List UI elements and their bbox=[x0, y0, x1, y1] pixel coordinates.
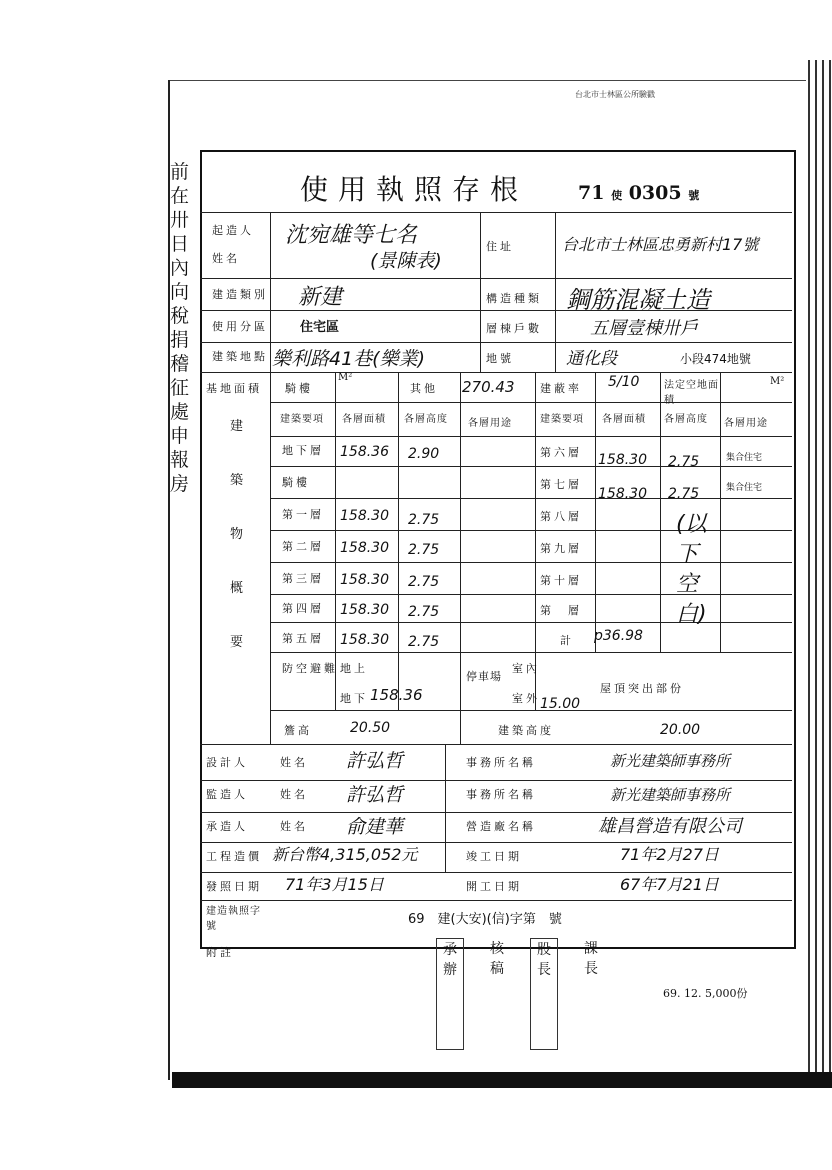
contractor-name: 俞建華 bbox=[346, 816, 404, 838]
floor-2-area: 158.30 bbox=[340, 540, 389, 556]
unit-m2: M² bbox=[770, 376, 785, 387]
label-supervisor: 監造人 bbox=[206, 788, 248, 801]
label-basement: 地下層 bbox=[282, 444, 324, 457]
outdoor-parking: 15.00 bbox=[540, 696, 581, 712]
site-road: 樂利路41巷(樂業) bbox=[272, 348, 426, 370]
label-floor-1: 第一層 bbox=[282, 508, 324, 521]
building-height: 20.00 bbox=[660, 722, 701, 738]
floor-1-area: 158.30 bbox=[340, 508, 389, 524]
head-use: 各層用途 bbox=[468, 418, 512, 429]
rule bbox=[270, 212, 271, 744]
label-below: 地下 bbox=[340, 692, 368, 705]
floor-7-area: 158.30 bbox=[598, 486, 647, 502]
floor-3-area: 158.30 bbox=[340, 572, 389, 588]
side-note: 前在卅日內向稅捐稽征處申報房 bbox=[170, 161, 190, 495]
rule bbox=[480, 212, 481, 372]
label-name: 姓名 bbox=[280, 820, 308, 833]
rule bbox=[460, 372, 461, 744]
head-use-right: 各層用途 bbox=[724, 418, 768, 429]
label-land: 地號 bbox=[486, 352, 514, 365]
label-remark: 附註 bbox=[206, 946, 234, 959]
label-zone: 使用分區 bbox=[212, 320, 268, 333]
label-cost: 工程造價 bbox=[206, 850, 262, 863]
label-started: 開工日期 bbox=[466, 880, 522, 893]
supervisor-name: 許弘哲 bbox=[346, 784, 404, 806]
rule bbox=[200, 372, 792, 373]
rule bbox=[270, 652, 792, 653]
label-building-overview: 建築物概要 bbox=[230, 419, 244, 650]
basement-height: 2.90 bbox=[408, 446, 440, 462]
label-floors-units: 層棟戶數 bbox=[486, 322, 542, 335]
form-number bbox=[578, 182, 699, 204]
rule bbox=[270, 530, 792, 531]
label-floor-6: 第六層 bbox=[540, 446, 582, 459]
designer-firm: 新光建築師事務所 bbox=[610, 752, 731, 770]
stamp-label: 承辦 bbox=[443, 942, 457, 978]
label-floor-4: 第四層 bbox=[282, 602, 324, 615]
label-company: 營造廠名稱 bbox=[466, 820, 536, 833]
basement-area: 158.36 bbox=[340, 444, 389, 460]
zone-value: 住宅區 bbox=[300, 320, 340, 335]
label-penthouse: 騎樓 bbox=[282, 476, 310, 489]
label-completed: 竣工日期 bbox=[466, 850, 522, 863]
form-title: 使用執照存根 bbox=[300, 173, 529, 206]
form-suffix: 號 bbox=[688, 189, 700, 202]
rule bbox=[270, 594, 792, 595]
label-floor-5: 第五層 bbox=[282, 632, 324, 645]
building-type: 新建 bbox=[298, 285, 343, 310]
label-builder: 起造人 bbox=[212, 224, 254, 237]
rule bbox=[555, 212, 556, 372]
label-name: 姓名 bbox=[280, 788, 308, 801]
label-floor-x: 第 層 bbox=[540, 604, 582, 617]
other-area: 270.43 bbox=[462, 378, 515, 396]
label-designer: 設計人 bbox=[206, 756, 248, 769]
floors-units: 五層壹棟卅戶 bbox=[590, 318, 698, 339]
structure-type: 鋼筋混凝土造 bbox=[566, 286, 710, 314]
label-outdoor: 室外 bbox=[512, 692, 540, 705]
project-cost: 新台幣4,315,052元 bbox=[272, 845, 418, 864]
eaves-height: 20.50 bbox=[350, 720, 391, 736]
stamp-label: 核稿 bbox=[490, 941, 504, 977]
rule bbox=[720, 372, 721, 652]
land-subsection: 小段474地號 bbox=[680, 352, 751, 366]
rule bbox=[270, 710, 792, 711]
stamp-label: 股長 bbox=[537, 942, 551, 978]
label-name: 姓名 bbox=[280, 756, 308, 769]
floor-7-use: 集合住宅 bbox=[726, 483, 763, 493]
label-floor-7: 第七層 bbox=[540, 478, 582, 491]
builder-seal: (景陳表) bbox=[370, 250, 442, 272]
supervisor-firm: 新光建築師事務所 bbox=[610, 786, 731, 804]
floor-6-area: 158.30 bbox=[598, 452, 647, 468]
head-item: 建築要項 bbox=[280, 414, 324, 425]
label-firm: 事務所名稱 bbox=[466, 788, 536, 801]
contractor-company: 雄昌營造有限公司 bbox=[598, 816, 742, 837]
floor-3-height: 2.75 bbox=[408, 574, 440, 590]
label-floor-10: 第十層 bbox=[540, 574, 582, 587]
label-total: 計 bbox=[560, 634, 574, 647]
floor-1-height: 2.75 bbox=[408, 512, 440, 528]
floor-4-height: 2.75 bbox=[408, 604, 440, 620]
label-above: 地上 bbox=[340, 662, 368, 675]
head-item-right: 建築要項 bbox=[540, 414, 584, 425]
label-floor-8: 第八層 bbox=[540, 510, 582, 523]
floor-6-height: 2.75 bbox=[668, 454, 700, 470]
rule bbox=[200, 212, 792, 213]
rule bbox=[200, 780, 792, 781]
rule bbox=[445, 744, 446, 872]
rule bbox=[270, 466, 792, 467]
head-height-right: 各層高度 bbox=[664, 414, 708, 425]
unit-m2: M² bbox=[338, 372, 353, 383]
floor-5-area: 158.30 bbox=[340, 632, 389, 648]
binding-edge bbox=[806, 60, 832, 1080]
top-right-stamp: 台北市士林區公所驗戳 bbox=[575, 90, 655, 99]
head-area-right: 各層面積 bbox=[602, 414, 646, 425]
completion-date: 71年2月27日 bbox=[620, 845, 719, 864]
land-section: 通化段 bbox=[566, 349, 617, 369]
rule bbox=[660, 372, 661, 652]
rule bbox=[200, 342, 792, 343]
bottom-edge bbox=[172, 1072, 832, 1088]
label-site-area: 基地面積 bbox=[206, 382, 262, 395]
label-issued: 發照日期 bbox=[206, 880, 262, 893]
label-address: 住址 bbox=[486, 240, 514, 253]
rule bbox=[200, 278, 792, 279]
stamp-label: 課長 bbox=[584, 941, 598, 977]
label-shelter: 防空避難 bbox=[282, 662, 338, 675]
floor-2-height: 2.75 bbox=[408, 542, 440, 558]
builder-name: 沈宛雄等七名 bbox=[285, 223, 418, 248]
approval-stamp-3 bbox=[530, 938, 558, 1050]
label-contractor: 承造人 bbox=[206, 820, 248, 833]
floor-7-height: 2.75 bbox=[668, 486, 700, 502]
total-area: p36.98 bbox=[594, 628, 643, 644]
label-floor-9: 第九層 bbox=[540, 542, 582, 555]
floor-6-use: 集合住宅 bbox=[726, 453, 763, 463]
permit-number: 69 建(大安)(信)字第 號 bbox=[408, 912, 562, 927]
print-run-note: 69. 12. 5,000份 bbox=[663, 987, 748, 1000]
label-permit-no: 建造執照字號 bbox=[206, 906, 261, 932]
label-ratio: 建蔽率 bbox=[540, 382, 582, 395]
start-date: 67年7月21日 bbox=[620, 875, 719, 894]
rule bbox=[398, 372, 399, 710]
label-parking: 停車場 bbox=[466, 670, 502, 683]
label-firm: 事務所名稱 bbox=[466, 756, 536, 769]
approval-stamp-2 bbox=[484, 938, 510, 1048]
label-ridge: 騎樓 bbox=[285, 382, 313, 395]
rule bbox=[270, 622, 792, 623]
floor-5-height: 2.75 bbox=[408, 634, 440, 650]
rule bbox=[595, 372, 596, 652]
label-name: 姓名 bbox=[212, 252, 240, 265]
label-type: 建造類別 bbox=[212, 288, 268, 301]
approval-stamp-4 bbox=[578, 938, 604, 1048]
label-height: 建築高度 bbox=[498, 724, 554, 737]
rule bbox=[270, 436, 792, 437]
head-height: 各層高度 bbox=[404, 414, 448, 425]
approval-stamp-1 bbox=[436, 938, 464, 1050]
coverage-ratio: 5/10 bbox=[608, 374, 640, 390]
issue-date: 71年3月15日 bbox=[285, 875, 384, 894]
form-prefix: 使 bbox=[611, 189, 623, 202]
label-floor-3: 第三層 bbox=[282, 572, 324, 585]
label-eaves: 簷高 bbox=[284, 724, 312, 737]
label-roof: 屋頂突出部份 bbox=[600, 682, 684, 695]
floor-4-area: 158.30 bbox=[340, 602, 389, 618]
designer-name: 許弘哲 bbox=[346, 750, 404, 772]
label-other: 其他 bbox=[410, 382, 438, 395]
form-year: 71 bbox=[578, 182, 605, 204]
rule bbox=[200, 744, 792, 745]
rule bbox=[270, 562, 792, 563]
shelter-below: 158.36 bbox=[370, 686, 423, 704]
builder-address: 台北市士林區忠勇新村17號 bbox=[562, 235, 759, 254]
label-indoor: 室內 bbox=[512, 662, 540, 675]
label-floor-2: 第二層 bbox=[282, 540, 324, 553]
blank-note: (以下空白) bbox=[676, 512, 707, 627]
rule bbox=[200, 900, 792, 901]
rule bbox=[270, 498, 792, 499]
form-serial: 0305 bbox=[628, 182, 682, 204]
head-area: 各層面積 bbox=[342, 414, 386, 425]
label-lot-area: 法定空地面積 bbox=[664, 380, 719, 406]
label-structure: 構造種類 bbox=[486, 292, 542, 305]
label-site: 建築地點 bbox=[212, 350, 268, 363]
